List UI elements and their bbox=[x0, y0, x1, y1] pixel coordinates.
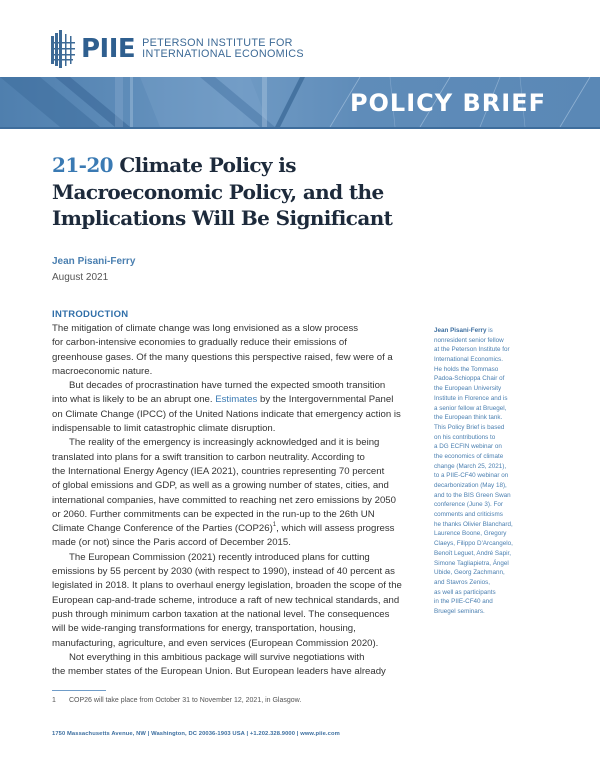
text-line: macroeconomic nature. bbox=[52, 365, 153, 377]
footnote-text: COP26 will take place from October 31 to November 12, 2021, in Glasgow. bbox=[69, 697, 302, 704]
bio-line: to a PIIE-CF40 webinar on bbox=[434, 472, 509, 480]
bio-line: change (March 25, 2021), bbox=[434, 462, 507, 470]
text-line: will be wide-ranging transformations for energy, transportation, housing, bbox=[52, 623, 356, 635]
author-name[interactable]: Jean Pisani-Ferry bbox=[52, 256, 136, 267]
text-line: indispensable to limit catastrophic climate disruption. bbox=[52, 423, 276, 435]
footnote bbox=[52, 697, 301, 704]
text-line: push through minimum carbon taxation at the national level. The consequences bbox=[52, 608, 390, 620]
text-line: made (or not) since the Paris accord of December 2015. bbox=[52, 537, 291, 549]
estimates-link[interactable]: Estimates bbox=[215, 394, 258, 406]
bio-line: decarbonization (May 18), bbox=[434, 482, 507, 489]
bio-line: Benoît Leguet, André Sapir, bbox=[434, 549, 512, 557]
bio-line: and Stavros Zenios, bbox=[434, 578, 491, 586]
logo-line-1: PETERSON INSTITUTE FOR bbox=[142, 36, 293, 49]
bio-line: the European think tank. bbox=[434, 414, 503, 422]
bio-line: Simone Tagliapietra, Ángel bbox=[434, 559, 509, 567]
text-line: manufacturing, agriculture, and even services (European Commission 2020). bbox=[52, 637, 379, 649]
text-line: European cap-and-trade scheme, introduce a raft of new technical standards, and bbox=[52, 594, 400, 606]
bio-line: Ubide, Georg Zachmann, bbox=[434, 569, 505, 577]
bio-line: Bruegel seminars. bbox=[434, 607, 485, 615]
text-line: international companies, have committed to reaching net zero emissions by 2050 bbox=[52, 494, 396, 506]
text-span: , which will assess progress bbox=[276, 523, 395, 535]
text-line: But decades of procrastination have turned the expected smooth transition bbox=[69, 380, 386, 392]
bio-line: conference (June 3). For bbox=[434, 501, 503, 509]
text-line: the member states of the European Union. But European leaders have already bbox=[52, 666, 386, 678]
footnote-ref[interactable]: 1 bbox=[272, 522, 277, 529]
footnote-divider bbox=[52, 690, 106, 691]
bio-line: he thanks Olivier Blanchard, bbox=[434, 520, 513, 528]
bio-line: the economics of climate bbox=[434, 452, 504, 460]
bio-line: a senior fellow at Bruegel, bbox=[434, 404, 507, 412]
publication-date: August 2021 bbox=[52, 272, 109, 283]
text-line: for carbon-intensive economies to gradually reduce their emissions of bbox=[52, 337, 347, 349]
body-text bbox=[52, 322, 424, 679]
bio-line: and to the BIS Green Swan bbox=[434, 491, 511, 499]
text-line: translated into plans for a swift transition to carbon neutrality. According to bbox=[52, 451, 365, 463]
text-line: emissions by 55 percent by 2030 (with respect to 1990), instead of 40 percent as bbox=[52, 566, 395, 578]
text-line: the International Energy Agency (IEA 2021), countries representing 70 percent bbox=[52, 465, 385, 477]
text-line: legislated in 2018. It plans to overhaul energy legislation, broaden the scope of the bbox=[52, 580, 402, 592]
bio-line: as well as participants bbox=[434, 588, 496, 596]
bio-span: is bbox=[486, 327, 493, 334]
bio-line: on his contributions to bbox=[434, 433, 496, 441]
bio-line: a DG ECFIN webinar on bbox=[434, 443, 502, 451]
banner-title: POLICY BRIEF bbox=[349, 89, 546, 117]
bio-line: the European University bbox=[434, 385, 502, 393]
text-span: by the Intergovernmental Panel bbox=[257, 394, 394, 406]
text-line: The mitigation of climate change was long envisioned as a slow process bbox=[52, 323, 359, 334]
author-bio-sidebar bbox=[434, 326, 564, 617]
text-line bbox=[52, 522, 424, 536]
bio-line: at the Peterson Institute for bbox=[434, 346, 510, 354]
text-line: greenhouse gases. Of the many questions this perspective raised, few were of a bbox=[52, 351, 393, 363]
bio-line: Claeys, Filippo D'Arcangelo, bbox=[434, 540, 513, 548]
bio-line: in the PIIE-CF40 and bbox=[434, 598, 493, 606]
bio-line bbox=[434, 326, 564, 336]
footnote-number: 1 bbox=[52, 697, 56, 704]
logo-line-2: INTERNATIONAL ECONOMICS bbox=[142, 48, 304, 60]
bio-line: Laurence Boone, Gregory bbox=[434, 530, 507, 538]
title-line-2: Macroeconomic Policy, and the bbox=[52, 179, 384, 204]
text-line: or 2060. Further commitments can be expected in the run-up to the 26th UN bbox=[52, 508, 375, 520]
text-line: Not everything in this ambitious package will survive negotiations with bbox=[69, 651, 365, 663]
building-grid-icon bbox=[51, 30, 75, 68]
text-span: into what is likely to be an abrupt one. bbox=[52, 394, 216, 406]
logo-abbrev: PIIE bbox=[81, 34, 136, 64]
bio-line: He holds the Tommaso bbox=[434, 365, 499, 373]
text-line: The reality of the emergency is increasingly acknowledged and it is being bbox=[69, 437, 380, 449]
bio-line: International Economics. bbox=[434, 356, 503, 364]
logo-wordmark bbox=[142, 38, 304, 61]
bio-line: comments and criticisms bbox=[434, 511, 503, 519]
bio-line: nonresident senior fellow bbox=[434, 336, 504, 344]
document-title bbox=[52, 152, 472, 232]
piie-logo[interactable] bbox=[51, 29, 304, 69]
bio-line: This Policy Brief is based bbox=[434, 423, 505, 431]
bio-author-name: Jean Pisani-Ferry bbox=[434, 327, 487, 334]
banner-underline bbox=[0, 127, 600, 129]
text-line bbox=[52, 393, 424, 407]
text-line: The European Commission (2021) recently introduced plans for cutting bbox=[69, 551, 370, 563]
text-span: Climate Change Conference of the Parties (COP26) bbox=[52, 523, 273, 535]
brief-number: 21-20 bbox=[52, 153, 113, 177]
section-heading: INTRODUCTION bbox=[52, 309, 129, 320]
title-line-1: Climate Policy is bbox=[119, 153, 296, 177]
title-line-3: Implications Will Be Significant bbox=[52, 206, 393, 230]
text-line: on Climate Change (IPCC) of the United Nations indicate that emergency action is bbox=[52, 408, 401, 420]
text-line: of global emissions and GDP, as well as a growing number of states, cities, and bbox=[52, 480, 389, 492]
bio-line: Institute in Florence and is bbox=[434, 394, 508, 402]
footer-address: 1750 Massachusetts Avenue, NW | Washington, DC 20036-1903 USA | +1.202.328.9000 | www.piie.com bbox=[52, 731, 340, 737]
bio-line: Padoa-Schioppa Chair of bbox=[434, 375, 505, 383]
